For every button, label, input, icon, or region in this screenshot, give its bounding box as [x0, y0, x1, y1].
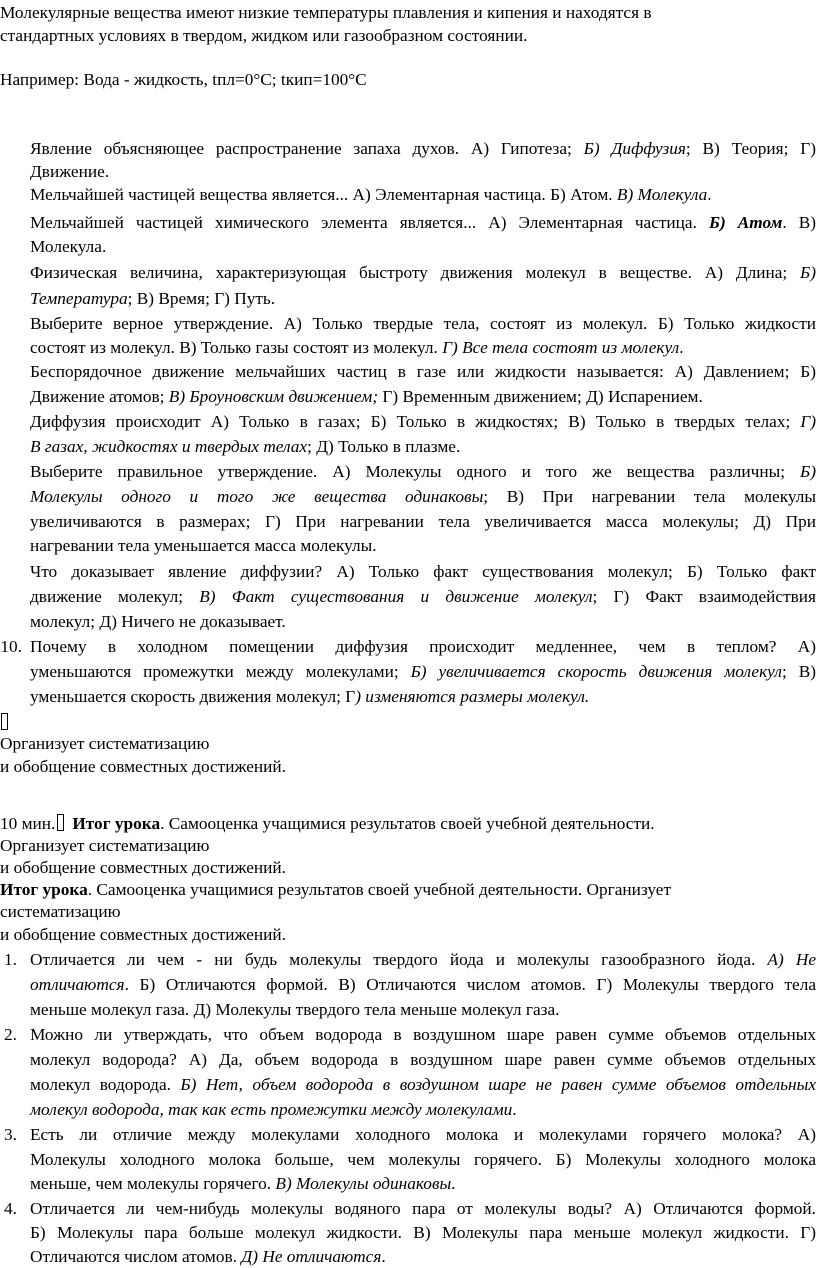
missing-glyph-box-icon: [1, 712, 12, 734]
q7-line-2: В газах, жидкостях и твердых телах; Д) Только в плазме.: [30, 437, 461, 456]
q8-line-4: нагревании тела уменьшается масса молекулы.: [30, 536, 377, 555]
summary-line-6: и обобщение совместных достижений.: [0, 925, 286, 944]
summary-line-1: 10 мин. Итог урока. Самооценка учащимися результатов своей учебной деятельности.: [0, 814, 655, 833]
q4-line-2: Температура; В) Время; Г) Путь.: [30, 289, 276, 308]
intro-example: Например: Вода - жидкость, tпл=0°C; tкип=100°C: [0, 70, 367, 89]
p1-line-3: меньше молекул газа. Д) Молекулы твердого тела меньше молекул газа.: [30, 1000, 560, 1019]
p2-number: 2.: [4, 1025, 17, 1044]
p2-line-1: Можно ли утверждать, что объем водорода в воздушном шаре равен сумме объемов отдельных: [30, 1025, 816, 1044]
q1-line-1: Явление объясняющее распространение запаха духов. А) Гипотеза; Б) Диффузия; В) Теория; Г): [30, 139, 816, 158]
summary-line-4: Итог урока. Самооценка учащимися результатов своей учебной деятельности. Организует: [0, 880, 672, 899]
q5-line-1: Выберите верное утверждение. А) Только твердые тела, состоят из молекул. Б) Только жидкости: [30, 314, 816, 333]
q9-line-3: молекул; Д) Ничего не доказывает.: [30, 612, 286, 631]
q6-line-1: Беспорядочное движение мельчайших частиц в газе или жидкости называется: А) Давлением; Б): [30, 362, 816, 381]
summary-line-2: Организует систематизацию: [0, 836, 210, 855]
q10-number: 10.: [0, 637, 22, 656]
q9-line-1: Что доказывает явление диффузии? А) Только факт существования молекул; Б) Только факт: [30, 562, 816, 581]
summary-line-5: систематизацию: [0, 902, 121, 921]
intro-line-1: Молекулярные вещества имеют низкие температуры плавления и кипения и находятся в: [0, 3, 652, 22]
p3-line-2: Молекулы холодного молока больше, чем молекулы горячего. Б) Молекулы холодного молока: [30, 1150, 816, 1169]
p3-line-3: меньше, чем молекулы горячего. В) Молекулы одинаковы.: [30, 1174, 456, 1193]
p4-line-3: Отличаются числом атомов. Д) Не отличаются.: [30, 1247, 386, 1266]
q10-line-2: уменьшаются промежутки между молекулами; Б) увеличивается скорость движения молекул; В): [30, 662, 816, 681]
p2-line-4: молекул водорода, так как есть промежутки между молекулами.: [30, 1100, 517, 1119]
q6-line-2: Движение атомов; В) Броуновским движением; Г) Временным движением; Д) Испарением.: [30, 387, 703, 406]
q8-line-2: Молекулы одного и того же вещества одинаковы; В) При нагревании тела молекулы: [30, 487, 816, 506]
q3-line-2: Молекула.: [30, 237, 107, 256]
summary-line-3: и обобщение совместных достижений.: [0, 858, 286, 877]
missing-glyph-box-icon: [57, 814, 64, 831]
p4-number: 4.: [4, 1199, 17, 1218]
q5-line-2: состоят из молекул. В) Только газы состоят из молекул. Г) Все тела состоят из молекул.: [30, 338, 684, 357]
q10-line-3: уменьшается скорость движения молекул; Г) изменяются размеры молекул.: [30, 687, 590, 706]
intro-line-2: стандартных условиях в твердом, жидком или газообразном состоянии.: [0, 26, 528, 45]
q4-line-1: Физическая величина, характеризующая быстроту движения молекул в веществе. А) Длина; Б): [30, 263, 816, 282]
p1-line-1: Отличается ли чем - ни будь молекулы твердого йода и молекулы газообразного йода. А) Не: [30, 950, 816, 969]
q2-line-1: Мельчайшей частицей вещества является... А) Элементарная частица. Б) Атом. В) Молекула.: [30, 185, 712, 204]
organize-line-1: Организует систематизацию: [0, 734, 210, 753]
q8-line-3: увеличиваются в размерах; Г) При нагревании тела увеличивается масса молекулы; Д) При: [30, 512, 816, 531]
q9-line-2: движение молекул; В) Факт существования и движение молекул; Г) Факт взаимодействия: [30, 587, 816, 606]
p2-line-2: молекул водорода? А) Да, объем водорода в воздушном шаре равен сумме объемов отдельных: [30, 1050, 816, 1069]
p3-line-1: Есть ли отличие между молекулами холодного молока и молекулами горячего молока? А): [30, 1125, 816, 1144]
p1-line-2: отличаются. Б) Отличаются формой. В) Отличаются числом атомов. Г) Молекулы твердого тела: [30, 975, 816, 994]
organize-line-2: и обобщение совместных достижений.: [0, 757, 286, 776]
q10-line-1: Почему в холодном помещении диффузия происходит медленнее, чем в теплом? А): [30, 637, 816, 656]
q3-line-1: Мельчайшей частицей химического элемента является... А) Элементарная частица. Б) Атом. В): [30, 213, 816, 232]
p4-line-1: Отличается ли чем-нибудь молекулы водяного пара от молекулы воды? А) Отличаются формой.: [30, 1199, 816, 1218]
q1-line-2: Движение.: [30, 162, 110, 181]
p1-number: 1.: [4, 950, 17, 969]
p2-line-3: молекул водорода. Б) Нет, объем водорода в воздушном шаре не равен сумме объемов отдельных: [30, 1075, 816, 1094]
p4-line-2: Б) Молекулы пара больше молекул жидкости. В) Молекулы пара меньше молекул жидкости. Г): [30, 1223, 816, 1242]
q7-line-1: Диффузия происходит А) Только в газах; Б) Только в жидкостях; В) Только в твердых телах; Г): [30, 412, 816, 431]
p3-number: 3.: [4, 1125, 17, 1144]
q8-line-1: Выберите правильное утверждение. А) Молекулы одного и того же вещества различны; Б): [30, 462, 816, 481]
